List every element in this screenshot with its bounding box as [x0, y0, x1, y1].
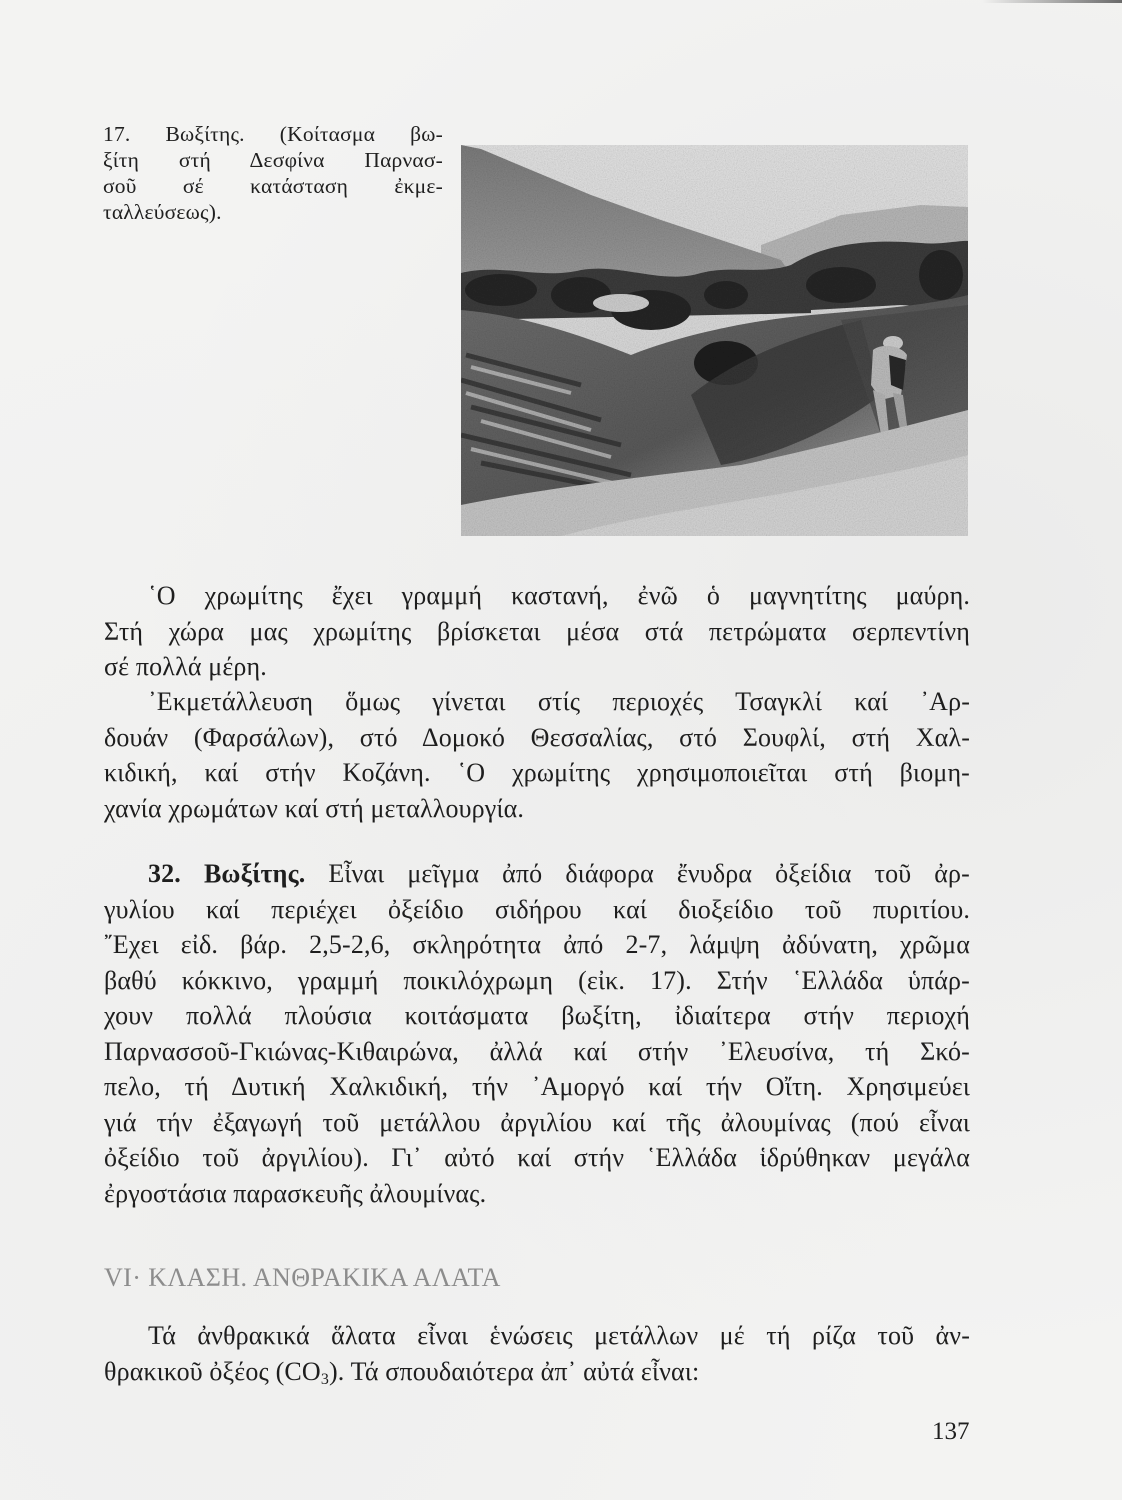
caption-line: 17. Βωξίτης. (Κοίτασμα βω- [103, 122, 443, 146]
text-line: Τά ἀνθρακικά ἅλατα εἶναι ἑνώσεις μετάλλων μέ τή ρίζα τοῦ ἀν- [148, 1321, 970, 1350]
text-line: σέ πολλά μέρη. [104, 652, 267, 681]
caption-line: ταλλεύσεως). [103, 200, 222, 224]
caption-line: σοῦ σέ κατάσταση ἐκμε- [103, 174, 443, 198]
entry-heading-bauxite: 32. Βωξίτης. [148, 859, 306, 888]
page-number: 137 [932, 1418, 970, 1445]
paragraph-carbonates [104, 1318, 970, 1397]
text-line: ἐργοστάσια παρασκευῆς ἀλουμίνας. [104, 1178, 487, 1208]
text-line [104, 856, 970, 892]
text-line: γιά τήν ἐξαγωγή τοῦ μετάλλου ἀργιλίου καί τῆς ἀλουμίνας (πού εἶναι [104, 1107, 970, 1137]
text-line: Στή χώρα μας χρωμίτης βρίσκεται μέσα στά πετρώματα σερπεντίνη [104, 616, 970, 646]
text-line: ὀξείδιο τοῦ ἀργιλίου). Γι᾿ αὐτό καί στήν ῾Ελλάδα ἱδρύθηκαν μεγάλα [104, 1143, 970, 1172]
text-line: πελο, τή Δυτική Χαλκιδική, τήν ᾿Αμοργό καί τήν Οἴτη. Χρησιμεύει [104, 1072, 970, 1101]
section-heading: VI· ΚΛΑΣΗ. ΑΝΘΡΑΚΙΚΑ ΑΛΑΤΑ [104, 1263, 501, 1292]
text-run: θρακικοῦ ὀξέος (CO [104, 1356, 321, 1386]
caption-line: ξίτη στή Δεσφίνα Παρνασ- [103, 148, 443, 172]
text-line: ῎Εχει εἰδ. βάρ. 2,5-2,6, σκληρότητα ἀπό 2-7, λάμψη ἀδύνατη, χρῶμα [104, 930, 970, 959]
text-line: δουάν (Φαρσάλων), στό Δομοκό Θεσσαλίας, στό Σουφλί, στή Χαλ- [104, 722, 970, 752]
text-line: ῾Ο χρωμίτης ἔχει γραμμή καστανή, ἐνῶ ὁ μαγνητίτης μαύρη. [148, 581, 970, 610]
subscript: 3 [320, 1370, 329, 1388]
text-line: ᾿Εκμετάλλευση ὅμως γίνεται στίς περιοχές Τσαγκλί καί ᾿Αρ- [148, 687, 970, 716]
paragraph-chromite-streak [104, 578, 970, 685]
figure-photo-bauxite-deposit [461, 145, 968, 536]
text-line: γυλίου καί περιέχει ὀξείδιο σιδήρου καί διοξείδιο τοῦ πυριτίου. [104, 894, 970, 924]
text-line: κιδική, καί στήν Κοζάνη. ῾Ο χρωμίτης χρησιμοποιεῖται στή βιομη- [104, 758, 970, 787]
paragraph-bauxite [104, 856, 970, 1211]
text-line [104, 1354, 970, 1398]
text-line: χουν πολλά πλούσια κοιτάσματα βωξίτη, ἰδιαίτερα στήν περιοχή [104, 1001, 970, 1030]
text-line: χανία χρωμάτων καί στή μεταλλουργία. [104, 793, 525, 823]
text-run: ). Τά σπουδαιότερα ἀπ᾿ αὐτά εἶναι: [329, 1356, 700, 1386]
text-run: Εἶναι μεῖγμα ἀπό διάφορα ἔνυδρα ὀξείδια τοῦ ἀρ- [305, 859, 970, 888]
figure-caption [103, 121, 443, 225]
paragraph-chromite-exploitation [104, 684, 970, 826]
text-line: βαθύ κόκκινο, γραμμή ποικιλόχρωμη (εἰκ. 17). Στήν ῾Ελλάδα ὑπάρ- [104, 965, 970, 995]
text-line: Παρνασσοῦ-Γκιώνας-Κιθαιρώνα, ἀλλά καί στήν ᾿Ελευσίνα, τή Σκό- [104, 1036, 970, 1066]
page-edge-shadow [982, 0, 1122, 3]
